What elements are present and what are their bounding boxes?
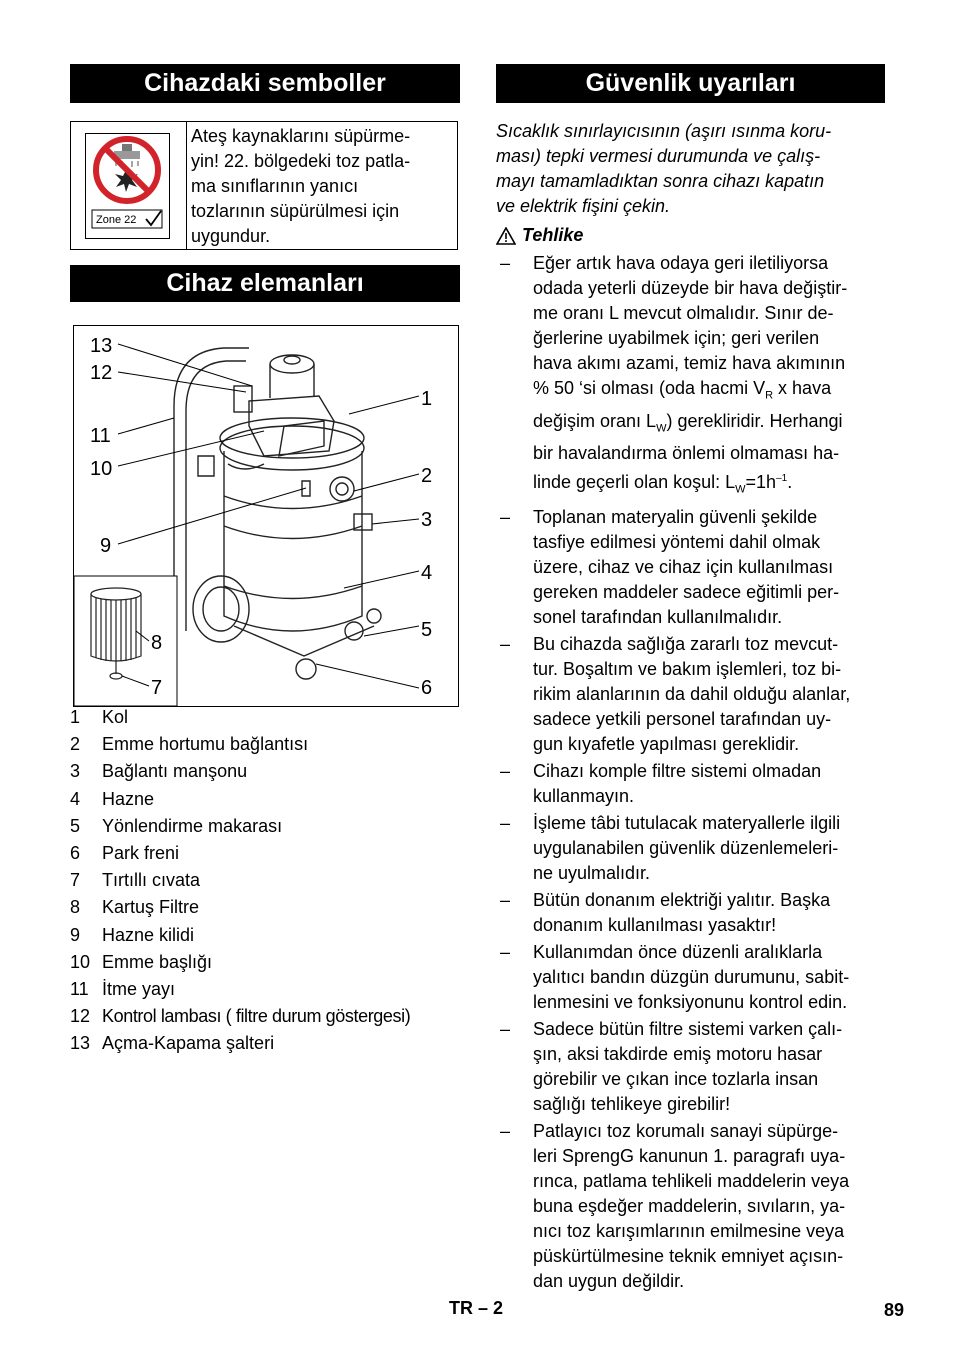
list-item bbox=[496, 940, 885, 1015]
left-column bbox=[70, 64, 460, 1054]
danger-heading bbox=[496, 223, 885, 248]
diagram-label-6: 6 bbox=[421, 677, 433, 699]
right-column bbox=[496, 64, 885, 1296]
symbol-text-line: uygundur. bbox=[191, 226, 271, 246]
bullet-line: püskürtülmesine teknik emniyet açısın- bbox=[533, 1245, 844, 1266]
bullet-line: sadece yetkili personel tarafından uy- bbox=[533, 708, 832, 729]
bullet-line: % 50 ‘si olması (oda hacmi $V_R$ x hava bbox=[533, 378, 832, 402]
page-section-label: TR – 2 bbox=[449, 1298, 504, 1318]
no-ignition-sources-sign bbox=[85, 133, 170, 239]
diagram-label-13: 13 bbox=[90, 335, 113, 357]
bullet-line: Cihazı komple filtre sistemi olmadan bbox=[533, 760, 822, 781]
bullet-line: Kullanımdan önce düzenli aralıklarla bbox=[533, 941, 823, 962]
dash: – bbox=[500, 506, 511, 527]
warning-triangle-icon bbox=[496, 227, 516, 245]
list-item bbox=[70, 867, 470, 894]
list-item bbox=[496, 251, 885, 503]
list-item bbox=[496, 811, 885, 886]
diagram-label-10: 10 bbox=[90, 458, 113, 480]
dash: – bbox=[500, 633, 511, 654]
list-item bbox=[70, 1003, 470, 1030]
safety-header: Güvenlik uyarıları bbox=[496, 64, 885, 103]
part-number: 5 bbox=[70, 815, 81, 836]
bullet-line: değişim oranı $L_W$) gerekliridir. Herhangi bbox=[533, 410, 843, 435]
bullet-line: buna eşdeğer maddelerin, sıvıların, ya- bbox=[533, 1195, 846, 1216]
list-item bbox=[70, 922, 470, 949]
intro-line: ması) tepki vermesi durumunda ve çalış- bbox=[496, 146, 821, 166]
diagram-label-2: 2 bbox=[421, 465, 433, 487]
list-item bbox=[70, 758, 470, 785]
bullet-line: Bu cihazda sağlığa zararlı toz mevcut- bbox=[533, 633, 839, 654]
safety-list bbox=[496, 251, 885, 1294]
bullet-line: gun kıyafetle yapılması gereklidir. bbox=[533, 733, 800, 754]
list-item bbox=[496, 759, 885, 809]
list-item bbox=[70, 786, 470, 813]
danger-label: Tehlike bbox=[522, 225, 584, 245]
bullet-line: kullanmayın. bbox=[533, 785, 635, 806]
intro-line: Sıcaklık sınırlayıcısının (aşırı ısınma koru- bbox=[496, 121, 832, 141]
vacuum-cleaner-illustration bbox=[74, 326, 458, 706]
part-number: 7 bbox=[70, 870, 81, 891]
part-label: Kontrol lambası ( filtre durum göstergesi) bbox=[102, 1006, 411, 1027]
bullet-line: sonel tarafından kullanılmalıdır. bbox=[533, 606, 783, 627]
bullet-line: Eğer artık hava odaya geri iletiliyorsa bbox=[533, 253, 829, 273]
bullet-line: rikim alanlarının da dahil olduğu alanlar, bbox=[533, 683, 851, 704]
bullet-line: lenmesini ve fonksiyonunu kontrol edin. bbox=[533, 991, 848, 1012]
dash: – bbox=[500, 253, 511, 273]
bullet-line: bir havalandırma önlemi olmaması ha- bbox=[533, 443, 840, 464]
part-number: 12 bbox=[70, 1006, 91, 1027]
dash: – bbox=[500, 941, 511, 962]
symbol-description bbox=[187, 122, 457, 249]
part-number: 10 bbox=[70, 951, 91, 972]
symbol-table bbox=[70, 121, 458, 250]
symbol-text-line: tozlarının süpürülmesi için bbox=[191, 201, 400, 221]
page-number: 89 bbox=[884, 1300, 905, 1320]
part-label: Yönlendirme makarası bbox=[102, 815, 283, 836]
list-item bbox=[70, 704, 470, 731]
list-item bbox=[496, 632, 885, 757]
bullet-line: linde geçerli olan koşul: $L_W=1h^{-1}$. bbox=[533, 472, 793, 496]
part-number: 9 bbox=[70, 924, 81, 945]
bullet-line: leri SprengG kanunun 1. paragrafı uya- bbox=[533, 1145, 846, 1166]
part-number: 1 bbox=[70, 707, 81, 727]
part-number: 2 bbox=[70, 734, 81, 755]
bullet-line: me oranı L mevcut olmalıdır. Sınır de- bbox=[533, 303, 834, 323]
symbol-text-line: yin! 22. bölgedeki toz patla- bbox=[191, 151, 411, 171]
diagram-label-12: 12 bbox=[90, 362, 113, 384]
diagram-label-3: 3 bbox=[421, 509, 433, 531]
symbol-text-line: Ateş kaynaklarını süpürme- bbox=[191, 126, 411, 146]
list-item bbox=[70, 813, 470, 840]
no-fire-icon bbox=[86, 134, 169, 238]
list-item bbox=[496, 505, 885, 630]
intro-line: ve elektrik fişini çekin. bbox=[496, 196, 671, 216]
part-label: Tırtıllı cıvata bbox=[102, 870, 201, 891]
part-number: 6 bbox=[70, 842, 81, 863]
bullet-line: şın, aksi takdirde emiş motoru hasar bbox=[533, 1043, 823, 1064]
diagram-label-8: 8 bbox=[151, 632, 163, 654]
bullet-line: yalıtıcı bandın düzgün durumunu, sabit- bbox=[533, 966, 850, 987]
diagram-label-9: 9 bbox=[100, 535, 112, 557]
bullet-line: rınca, patlama tehlikeli maddelerin veya bbox=[533, 1170, 850, 1191]
part-label: Hazne kilidi bbox=[102, 924, 195, 945]
bullet-line: sağlığı tehlikeye girebilir! bbox=[533, 1093, 731, 1114]
list-item bbox=[496, 1017, 885, 1117]
bullet-line: ne uyulmalıdır. bbox=[533, 862, 651, 883]
bullet-line: tur. Boşaltım ve bakım işlemleri, toz bi- bbox=[533, 658, 842, 679]
part-number: 13 bbox=[70, 1033, 91, 1054]
bullet-line: İşleme tâbi tutulacak materyallerle ilgili bbox=[533, 812, 841, 833]
diagram-label-7: 7 bbox=[151, 677, 163, 699]
part-label: Açma-Kapama şalteri bbox=[102, 1033, 275, 1054]
zone-label: Zone 22 bbox=[96, 214, 137, 226]
list-item bbox=[70, 840, 470, 867]
diagram-label-1: 1 bbox=[421, 388, 433, 410]
parts-list bbox=[70, 704, 470, 1057]
bullet-line: Sadece bütün filtre sistemi varken çalı- bbox=[533, 1018, 843, 1039]
elements-header: Cihaz elemanları bbox=[70, 265, 460, 302]
part-label: İtme yayı bbox=[102, 978, 176, 999]
bullet-line: ğerlerine uyabilmek için; geri verilen bbox=[533, 328, 820, 348]
diagram-label-4: 4 bbox=[421, 562, 433, 584]
bullet-line: Toplanan materyalin güvenli şekilde bbox=[533, 506, 818, 527]
part-label: Kol bbox=[102, 707, 129, 727]
bullet-line: uygulanabilen güvenlik düzenlemeleri- bbox=[533, 837, 839, 858]
device-diagram bbox=[73, 325, 459, 707]
dash: – bbox=[500, 1018, 511, 1039]
bullet-line: tasfiye edilmesi yöntemi dahil olmak bbox=[533, 531, 821, 552]
list-item bbox=[70, 731, 470, 758]
list-item bbox=[496, 1119, 885, 1294]
part-number: 8 bbox=[70, 897, 81, 918]
bullet-line: odada yeterli düzeyde bir hava değiştir- bbox=[533, 278, 848, 298]
dash: – bbox=[500, 760, 511, 781]
part-number: 11 bbox=[70, 978, 89, 999]
bullet-line: Bütün donanım elektriği yalıtır. Başka bbox=[533, 889, 831, 910]
part-number: 4 bbox=[70, 788, 81, 809]
list-item bbox=[70, 1030, 470, 1057]
intro-line: mayı tamamladıktan sonra cihazı kapatın bbox=[496, 171, 825, 191]
dash: – bbox=[500, 889, 511, 910]
dash: – bbox=[500, 812, 511, 833]
list-item bbox=[70, 976, 470, 1003]
part-label: Park freni bbox=[102, 842, 180, 863]
part-label: Emme hortumu bağlantısı bbox=[102, 734, 309, 755]
bullet-line: görebilir ve çıkan ince tozlarla insan bbox=[533, 1068, 819, 1089]
bullet-line: hava akımı azami, temiz hava akımının bbox=[533, 353, 846, 373]
part-number: 3 bbox=[70, 761, 81, 782]
bullet-line: gereken maddeler sadece eğitimli per- bbox=[533, 581, 840, 602]
dash: – bbox=[500, 1120, 511, 1141]
symbol-text-line: ma sınıflarının yanıcı bbox=[191, 176, 359, 196]
diagram-label-5: 5 bbox=[421, 619, 433, 641]
bullet-line: Patlayıcı toz korumalı sanayi süpürge- bbox=[533, 1120, 839, 1141]
symbol-image-cell bbox=[71, 122, 187, 249]
list-item bbox=[70, 949, 470, 976]
symbols-header: Cihazdaki semboller bbox=[70, 64, 460, 103]
bullet-line: üzere, cihaz ve cihaz için kullanılması bbox=[533, 556, 834, 577]
part-label: Hazne bbox=[102, 788, 155, 809]
list-item bbox=[70, 894, 470, 921]
part-label: Bağlantı manşonu bbox=[102, 761, 248, 782]
part-label: Emme başlığı bbox=[102, 951, 213, 972]
bullet-line: dan uygun değildir. bbox=[533, 1270, 685, 1291]
bullet-line: nıcı toz karışımlarının emilmesine veya bbox=[533, 1220, 845, 1241]
bullet-line: donanım kullanılması yasaktır! bbox=[533, 914, 777, 935]
diagram-label-11: 11 bbox=[90, 425, 111, 447]
intro-paragraph bbox=[496, 119, 885, 219]
list-item bbox=[496, 888, 885, 938]
part-label: Kartuş Filtre bbox=[102, 897, 200, 918]
